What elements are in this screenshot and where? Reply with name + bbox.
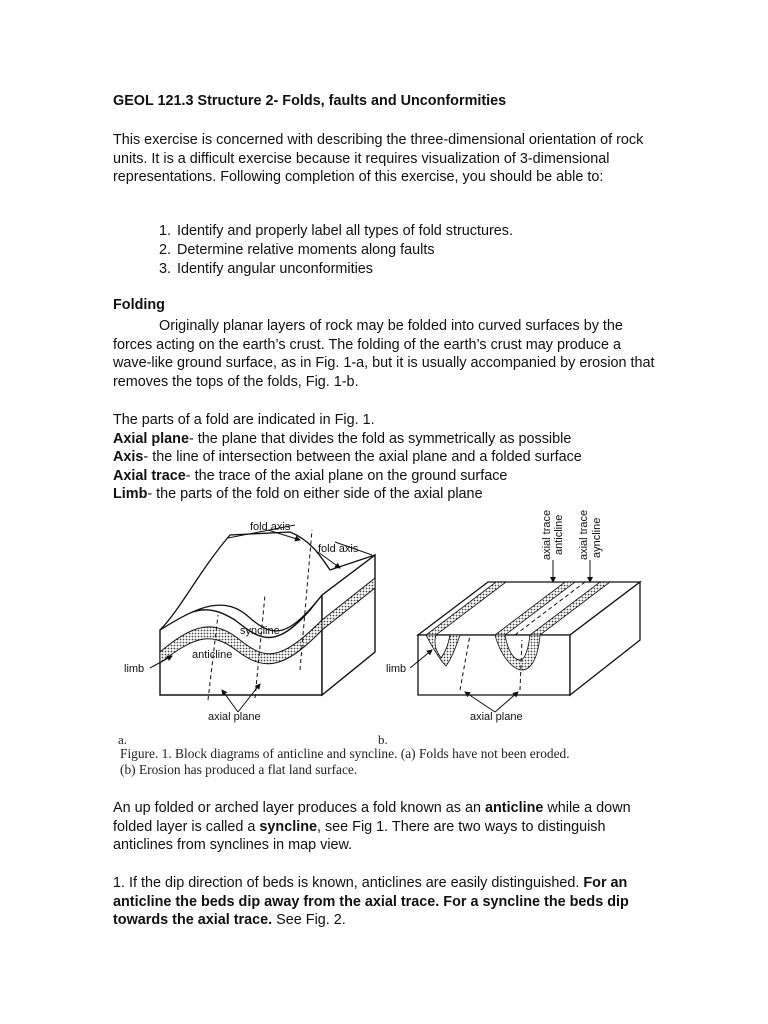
term-anticline: anticline xyxy=(485,800,544,816)
definition-term: Axial trace xyxy=(113,467,186,484)
diagram-b-eroded-block xyxy=(378,510,640,745)
label-axial-trace-anticline-1: axial trace xyxy=(541,509,553,560)
label-axial-trace-syncline-2: ayncline xyxy=(591,517,603,558)
diagram-a-unfolded-block xyxy=(118,521,375,745)
emphasis-text: For an anticline the beds dip away from the axial trace. For a syncline the beds dip towards the axial trace. xyxy=(113,875,629,929)
definition-text: - the trace of the axial plane on the ground surface xyxy=(185,467,508,484)
caption-line-1: Figure. 1. Block diagrams of anticline and syncline. (a) Folds have not been eroded. xyxy=(120,746,570,761)
label-syncline-a: syncline xyxy=(240,625,280,637)
label-anticline-a: anticline xyxy=(192,649,233,661)
definition-term: Axial plane xyxy=(113,430,189,447)
anticline-syncline-paragraph xyxy=(113,799,658,855)
text-run: See Fig. 2. xyxy=(272,912,346,929)
text-run: An up folded or arched layer produces a fold known as an xyxy=(113,800,485,816)
objective-item: 2. Determine relative moments along faults xyxy=(175,241,513,260)
definition-axial-plane xyxy=(113,430,658,449)
label-axial-trace-anticline-2: anticline xyxy=(553,514,565,555)
page-title: GEOL 121.3 Structure 2- Folds, faults and Unconformities xyxy=(113,93,507,109)
objectives-list xyxy=(113,222,513,279)
caption-line-2: (b) Erosion has produced a flat land surface. xyxy=(120,762,358,777)
objective-item: 3. Identify angular unconformities xyxy=(175,260,513,279)
definition-text: - the line of intersection between the axial plane and a folded surface xyxy=(143,449,582,466)
objective-item: 1. Identify and properly label all types of fold structures. xyxy=(175,222,513,241)
parts-intro: The parts of a fold are indicated in Fig. 1. xyxy=(113,412,375,428)
label-axial-plane-b: axial plane xyxy=(470,711,523,723)
fold-block-diagrams xyxy=(110,500,660,745)
fold-parts-definitions xyxy=(113,411,658,504)
folding-paragraph: Originally planar layers of rock may be folded into curved surfaces by the forces acting on the earth’s crust. The folding of the earth’s crust may produce a wave-like ground surface, as in Fig. 1-a, but it is usually accompanied by erosion that removes the tops of the folds, Fig. 1-b. xyxy=(113,318,655,390)
label-fold-axis-a1: fold axis xyxy=(250,521,291,533)
sublabel-a: a. xyxy=(118,732,128,745)
definition-term: Axis xyxy=(113,449,144,466)
label-axial-plane-a: axial plane xyxy=(208,711,261,723)
dip-direction-paragraph xyxy=(113,874,658,930)
definition-axial-trace xyxy=(113,467,658,486)
intro-paragraph: This exercise is concerned with describing the three-dimensional orientation of rock units. It is a difficult exercise because it requires visualization of 3-dimensional representations. Following completion of this exercise, you should be able to: xyxy=(113,132,644,186)
definition-text: - the parts of the fold on either side of the axial plane xyxy=(147,486,483,503)
definition-term: Limb xyxy=(113,486,148,503)
term-syncline: syncline xyxy=(259,818,317,835)
text-run: , see Fig 1. There are two ways to distinguish anticlines from synclines in map view. xyxy=(113,818,606,854)
definition-text: - the plane that divides the fold as symmetrically as possible xyxy=(188,430,572,447)
text-run: 1. If the dip direction of beds is known, anticlines are easily distinguished. xyxy=(113,875,584,891)
label-fold-axis-a2: fold axis xyxy=(318,543,359,555)
definition-axis xyxy=(113,448,658,467)
folding-heading: Folding xyxy=(113,297,165,313)
sublabel-b: b. xyxy=(378,732,388,745)
label-limb-b: limb xyxy=(386,663,407,675)
label-limb-a: limb xyxy=(124,663,145,675)
figure-caption xyxy=(120,746,665,778)
label-axial-trace-syncline-1: axial trace xyxy=(578,509,590,560)
text-run: while a down folded layer is called a xyxy=(113,800,631,835)
figure-1 xyxy=(110,500,660,790)
